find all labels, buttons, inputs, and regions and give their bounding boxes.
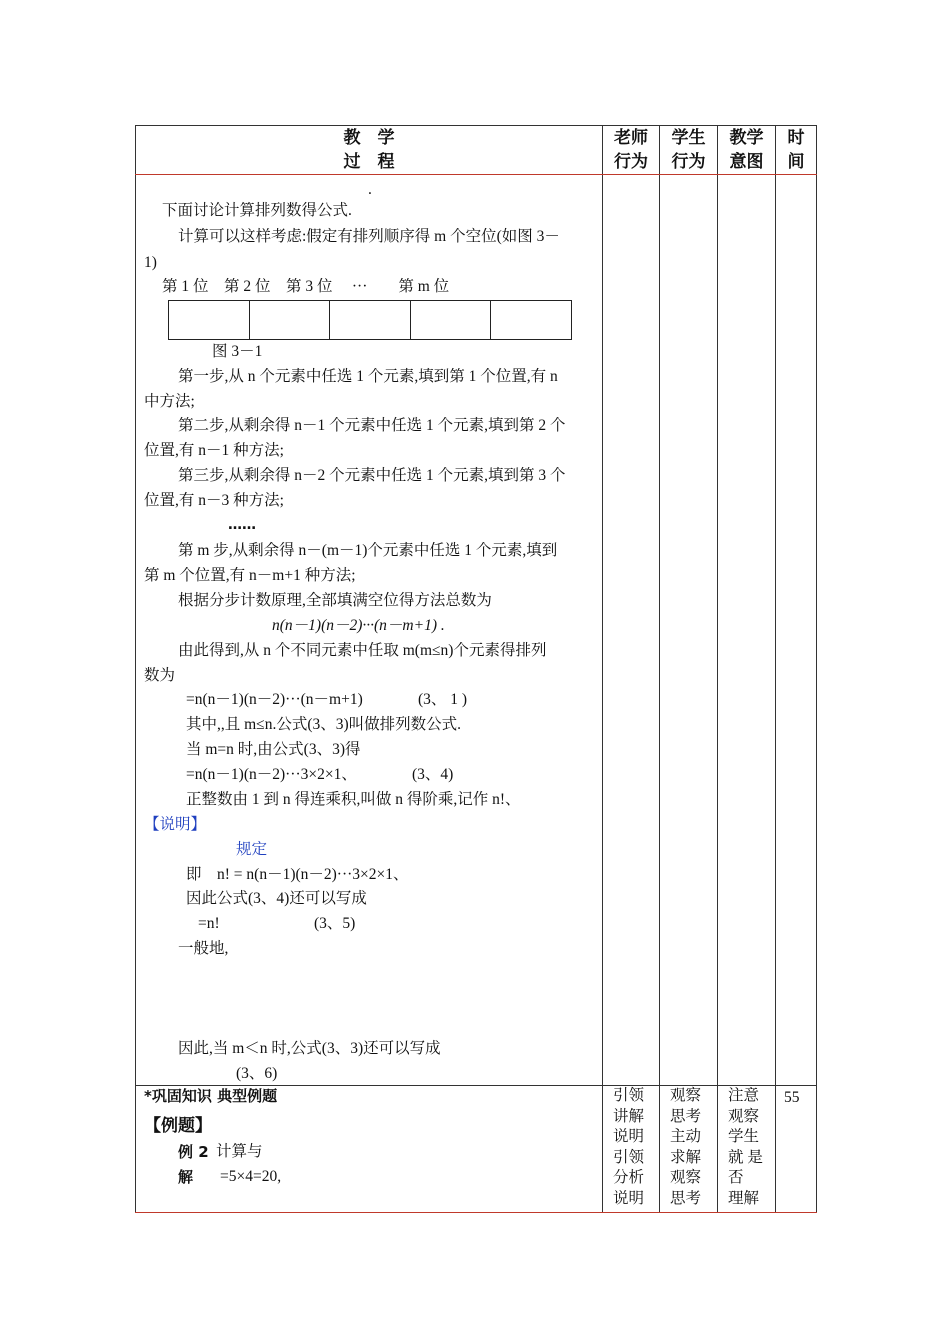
content-student-cell — [660, 175, 718, 1086]
header-col3-line1: 学生 — [671, 128, 706, 148]
header-teaching-intent — [718, 126, 776, 175]
header-col2-line1: 老师 — [614, 128, 648, 148]
position-box — [411, 301, 492, 339]
header-teacher-behavior — [603, 126, 660, 175]
teaching-intent: 观察 — [728, 1107, 760, 1125]
position-box — [330, 301, 411, 339]
step2-line-b: 位置,有 n－1 种方法; — [144, 442, 284, 459]
formula-3-3-number: (3、 1 ) — [418, 691, 468, 708]
teacher-action: 讲解 — [613, 1107, 645, 1125]
body-line-1: 下面讨论计算排列数得公式. — [162, 202, 352, 219]
from-line-b: 数为 — [144, 667, 176, 684]
formula-3-3: =n(n－1)(n－2)···(n－m+1) — [186, 691, 363, 708]
teacher-action: 分析 — [613, 1169, 645, 1187]
step3-line-b: 位置,有 n－3 种方法; — [144, 492, 284, 509]
position-box — [250, 301, 331, 339]
header-col3-line2: 行为 — [671, 152, 706, 172]
factorial-line: 正整数由 1 到 n 得连乘积,叫做 n 得阶乘,记作 n!、 — [186, 791, 521, 808]
step2-line-a: 第二步,从剩余得 n－1 个元素中任选 1 个元素,填到第 2 个 — [178, 417, 566, 434]
header-student-behavior — [660, 126, 718, 175]
formula-3-6-number: (3、6) — [236, 1065, 278, 1082]
position-box — [491, 301, 571, 339]
teaching-intent: 理解 — [728, 1189, 760, 1207]
position-labels: 第 1 位 第 2 位 第 3 位 ··· 第 m 位 — [162, 278, 450, 295]
teacher-action: 引领 — [613, 1087, 645, 1104]
teacher-actions — [613, 1086, 644, 1210]
general-line: 一般地, — [178, 940, 229, 957]
time-value: 55 — [784, 1089, 800, 1106]
footer-title: *巩固知识 典型例题 — [144, 1087, 278, 1105]
example-2-label: 例 2 — [178, 1143, 209, 1161]
step1-line-b: 中方法; — [144, 393, 195, 410]
header-col5-line1: 时 — [787, 128, 805, 148]
from-line-a: 由此得到,从 n 个不同元素中任取 m(m≤n)个元素得排列 — [178, 642, 547, 659]
header-col1-line2: 过 程 — [343, 152, 395, 172]
student-action: 思考 — [670, 1107, 702, 1125]
rule-label: 规定 — [236, 841, 268, 858]
therefore-line: 因此公式(3、4)还可以写成 — [186, 890, 367, 907]
header-col2-line2: 行为 — [614, 152, 648, 172]
step3-line-a: 第三步,从剩余得 n－2 个元素中任选 1 个元素,填到第 3 个 — [178, 467, 566, 484]
hence-line: 因此,当 m＜n 时,公式(3、3)还可以写成 — [178, 1040, 441, 1057]
principle-line: 根据分步计数原理,全部填满空位得方法总数为 — [178, 592, 492, 609]
header-teaching-process — [136, 126, 603, 175]
student-action: 主动 — [670, 1128, 702, 1146]
header-col5-line2: 间 — [787, 152, 805, 172]
student-action: 求解 — [670, 1148, 702, 1166]
student-action: 观察 — [670, 1087, 702, 1104]
teaching-intent: 学生 — [728, 1128, 760, 1146]
body-line-3: 1) — [144, 254, 157, 271]
content-time-cell — [776, 175, 817, 1086]
body-line-2: 计算可以这样考虑:假定有排列顺序得 m 个空位(如图 3－ — [178, 228, 560, 245]
formula-3-4-number: (3、4) — [412, 766, 454, 783]
step-m-line-b: 第 m 个位置,有 n－m+1 种方法; — [144, 567, 356, 584]
formula-3-4: =n(n－1)(n－2)···3×2×1、 — [186, 766, 357, 783]
ji-line: 即 n! = n(n－1)(n－2)···3×2×1、 — [186, 866, 409, 883]
dot-mark: . — [368, 181, 372, 198]
step1-line-a: 第一步,从 n 个元素中任选 1 个元素,填到第 1 个位置,有 n — [178, 368, 558, 385]
product-formula: n(n－1)(n－2)···(n－m+1) . — [272, 617, 445, 634]
header-col1-line1: 教 学 — [343, 128, 395, 148]
header-time — [776, 126, 817, 175]
teaching-intent: 否 — [728, 1169, 744, 1187]
student-actions — [670, 1086, 701, 1210]
teacher-action: 引领 — [613, 1148, 645, 1166]
teacher-action: 说明 — [613, 1189, 645, 1207]
when-line: 当 m=n 时,由公式(3、3)得 — [186, 741, 361, 758]
teaching-intent: 就 是 — [728, 1148, 763, 1166]
note-label: 【说明】 — [144, 816, 207, 833]
example-2-text: 计算与 — [216, 1143, 263, 1160]
header-col4-line2: 意图 — [729, 152, 764, 172]
teacher-action: 说明 — [613, 1128, 645, 1146]
position-box — [169, 301, 250, 339]
formula-3-5: =n! — [198, 915, 220, 932]
student-action: 思考 — [670, 1189, 702, 1207]
example-label: 【例题】 — [144, 1116, 212, 1136]
content-teacher-cell — [603, 175, 660, 1086]
header-row — [136, 126, 817, 175]
solution-text: =5×4=20, — [220, 1168, 282, 1185]
teaching-intent: 注意 — [728, 1087, 760, 1104]
where-line: 其中,,且 m≤n.公式(3、3)叫做排列数公式. — [186, 716, 462, 733]
step-m-line-a: 第 m 步,从剩余得 n－(m－1)个元素中任选 1 个元素,填到 — [178, 542, 558, 559]
teaching-intents — [728, 1086, 763, 1210]
student-action: 观察 — [670, 1169, 702, 1187]
ellipsis: …… — [228, 517, 256, 533]
position-boxes — [168, 300, 572, 340]
solution-label: 解 — [178, 1168, 194, 1186]
header-col4-line1: 教学 — [729, 128, 764, 148]
content-intent-cell — [718, 175, 776, 1086]
figure-caption: 图 3－1 — [212, 343, 263, 360]
formula-3-5-number: (3、5) — [314, 915, 356, 932]
